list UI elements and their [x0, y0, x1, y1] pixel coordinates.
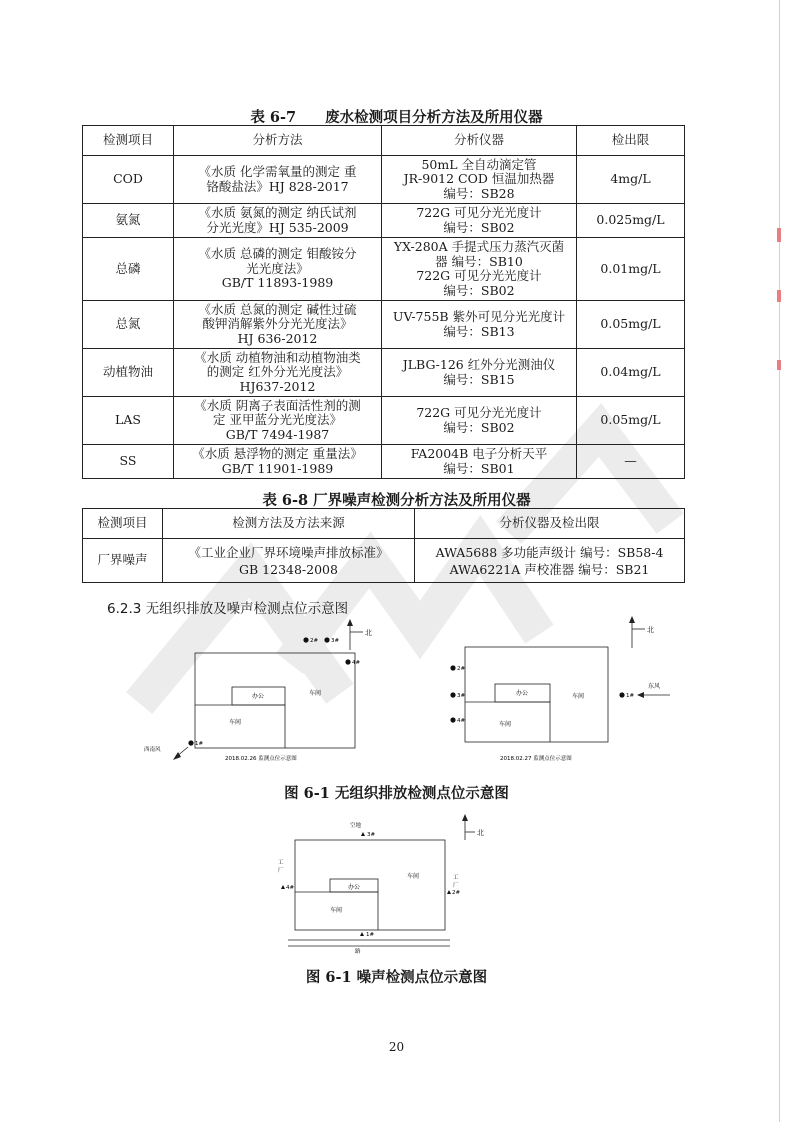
- point-2-icon: [450, 665, 455, 670]
- point-1-label: 1#: [626, 693, 635, 699]
- left-area-label: 工: [278, 860, 284, 866]
- point-2-icon: [303, 637, 308, 642]
- header-cell: 检测方法及方法来源: [163, 509, 415, 539]
- method-cell: 《水质 氨氮的测定 纳氏试剂 分光光度》HJ 535-2009: [174, 204, 382, 238]
- item-cell: COD: [83, 156, 174, 204]
- limit-cell: —: [577, 445, 685, 479]
- method-cell: 《水质 总氮的测定 碱性过硫 酸钾消解紫外分光光度法》 HJ 636-2012: [174, 301, 382, 349]
- point-2-icon: [447, 890, 451, 894]
- header-cell: 检测项目: [83, 126, 174, 156]
- plant-outline: [465, 647, 608, 742]
- point-2-label: 2#: [457, 666, 466, 672]
- workshop-left-outline: [195, 705, 285, 748]
- limit-cell: 0.01mg/L: [577, 238, 685, 301]
- header-cell: 检测项目: [83, 509, 163, 539]
- point-4-icon: [345, 659, 350, 664]
- method-cell: 《水质 阴离子表面活性剂的测 定 亚甲蓝分光光度法》 GB/T 7494-1987: [174, 397, 382, 445]
- point-3-icon: [361, 832, 365, 836]
- instrument-cell: 722G 可见分光光度计 编号：SB02: [382, 397, 577, 445]
- edge-mark: [777, 360, 781, 370]
- right-area-label: 工: [453, 875, 459, 881]
- instrument-cell: YX-280A 手提式压力蒸汽灭菌 器 编号：SB10 722G 可见分光光度计 编号：SB02: [382, 238, 577, 301]
- limit-cell: 0.05mg/L: [577, 301, 685, 349]
- point-4-label: 4#: [457, 718, 466, 724]
- table-6-7: [82, 125, 685, 479]
- plant-outline: [195, 653, 355, 748]
- edge-mark: [777, 290, 781, 302]
- header-cell: 分析仪器及检出限: [415, 509, 685, 539]
- limit-cell: 4mg/L: [577, 156, 685, 204]
- right-area-label: 厂: [453, 883, 459, 889]
- point-2-label: 2#: [452, 890, 461, 896]
- item-cell: 动植物油: [83, 349, 174, 397]
- header-cell: 分析方法: [174, 126, 382, 156]
- instrument-cell: 722G 可见分光光度计 编号：SB02: [382, 204, 577, 238]
- method-cell: 《水质 悬浮物的测定 重量法》 GB/T 11901-1989: [174, 445, 382, 479]
- method-cell: 《水质 动植物油和动植物油类 的测定 红外分光光度法》 HJ637-2012: [174, 349, 382, 397]
- instrument-cell: FA2004B 电子分析天平 编号：SB01: [382, 445, 577, 479]
- wind-arrow-icon: [637, 692, 644, 698]
- item-cell: SS: [83, 445, 174, 479]
- office-label: 办公: [251, 693, 265, 700]
- header-cell: 分析仪器: [382, 126, 577, 156]
- wind-arrow-icon: [173, 752, 181, 760]
- edge-mark: [777, 228, 781, 242]
- north-label: 北: [365, 629, 372, 637]
- limit-cell: 0.05mg/L: [577, 397, 685, 445]
- item-cell: LAS: [83, 397, 174, 445]
- office-label: 办公: [347, 884, 361, 891]
- diagram-2018-02-26: [140, 615, 390, 765]
- page-edge-line: [779, 0, 780, 1122]
- item-cell: 总氮: [83, 301, 174, 349]
- diagram-2018-02-27: [415, 612, 680, 767]
- item-cell: 厂界噪声: [83, 539, 163, 583]
- header-cell: 检出限: [577, 126, 685, 156]
- method-cell: 《水质 总磷的测定 钼酸铵分 光光度法》 GB/T 11893-1989: [174, 238, 382, 301]
- north-label: 北: [477, 829, 484, 837]
- point-3-label: 3#: [331, 638, 340, 644]
- section-title: 6.2.3 无组织排放及噪声检测点位示意图: [107, 601, 349, 617]
- workshop-right-label: 车间: [406, 873, 420, 880]
- point-4-label: 4#: [286, 885, 295, 891]
- point-1-icon: [360, 932, 364, 936]
- limit-cell: 0.04mg/L: [577, 349, 685, 397]
- instrument-cell: JLBG-126 红外分光测油仪 编号：SB15: [382, 349, 577, 397]
- point-1-label: 1#: [366, 932, 375, 938]
- north-arrow-icon: [629, 616, 635, 623]
- instrument-cell: AWA5688 多功能声级计 编号：SB58-4 AWA6221A 声校准器 编号：SB21: [415, 539, 685, 583]
- table-row: [83, 349, 685, 397]
- workshop-right-label: 车间: [308, 690, 322, 697]
- figure-1-caption: 图 6-1 无组织排放检测点位示意图: [284, 785, 509, 802]
- workshop-left-label: 车间: [228, 719, 242, 726]
- table-header-row: [83, 509, 685, 539]
- point-2-label: 2#: [310, 638, 319, 644]
- table-row: [83, 301, 685, 349]
- table-6-7-caption: 表 6-7 废水检测项目分析方法及所用仪器: [250, 109, 543, 126]
- method-cell: 《工业企业厂界环境噪声排放标准》 GB 12348-2008: [163, 539, 415, 583]
- table-row: [83, 445, 685, 479]
- table-row: [83, 156, 685, 204]
- limit-cell: 0.025mg/L: [577, 204, 685, 238]
- point-3-icon: [324, 637, 329, 642]
- workshop-left-label: 车间: [498, 721, 512, 728]
- table-6-8-caption: 表 6-8 厂界噪声检测分析方法及所用仪器: [262, 492, 531, 509]
- wind-label: 东风: [648, 683, 661, 690]
- page-number: 20: [388, 1040, 405, 1054]
- workshop-right-label: 车间: [571, 693, 585, 700]
- north-arrow-icon: [347, 619, 353, 626]
- table-6-8: [82, 508, 685, 583]
- top-area-label: 空地: [350, 823, 362, 829]
- table-row: [83, 397, 685, 445]
- table-row: [83, 238, 685, 301]
- road-label: 路: [355, 949, 361, 955]
- point-4-icon: [281, 885, 285, 889]
- instrument-cell: UV-755B 紫外可见分光光度计 编号：SB13: [382, 301, 577, 349]
- point-4-label: 4#: [352, 660, 361, 666]
- point-1-label: 1#: [195, 741, 204, 747]
- point-3-label: 3#: [367, 832, 376, 838]
- north-arrow-icon: [462, 814, 468, 821]
- wind-label: 西南风: [144, 747, 161, 753]
- method-cell: 《水质 化学需氧量的测定 重 铬酸盐法》HJ 828-2017: [174, 156, 382, 204]
- north-label: 北: [647, 626, 654, 634]
- point-1-icon: [188, 740, 193, 745]
- table-row: [83, 204, 685, 238]
- figure-2-caption: 图 6-1 噪声检测点位示意图: [305, 969, 488, 986]
- office-label: 办公: [515, 690, 529, 697]
- point-3-label: 3#: [457, 693, 466, 699]
- diagram-date-label: 2018.02.27 监测点位示意图: [500, 756, 572, 762]
- table-row: [83, 539, 685, 583]
- noise-diagram: [270, 812, 485, 957]
- table-header-row: [83, 126, 685, 156]
- diagram-date-label: 2018.02.26 监测点位示意图: [225, 756, 297, 762]
- instrument-cell: 50mL 全自动滴定管 JR-9012 COD 恒温加热器 编号：SB28: [382, 156, 577, 204]
- point-1-icon: [619, 692, 624, 697]
- point-4-icon: [450, 717, 455, 722]
- left-area-label: 厂: [278, 868, 284, 874]
- item-cell: 氨氮: [83, 204, 174, 238]
- item-cell: 总磷: [83, 238, 174, 301]
- point-3-icon: [450, 692, 455, 697]
- plant-outline: [295, 840, 445, 930]
- workshop-left-label: 车间: [329, 907, 343, 914]
